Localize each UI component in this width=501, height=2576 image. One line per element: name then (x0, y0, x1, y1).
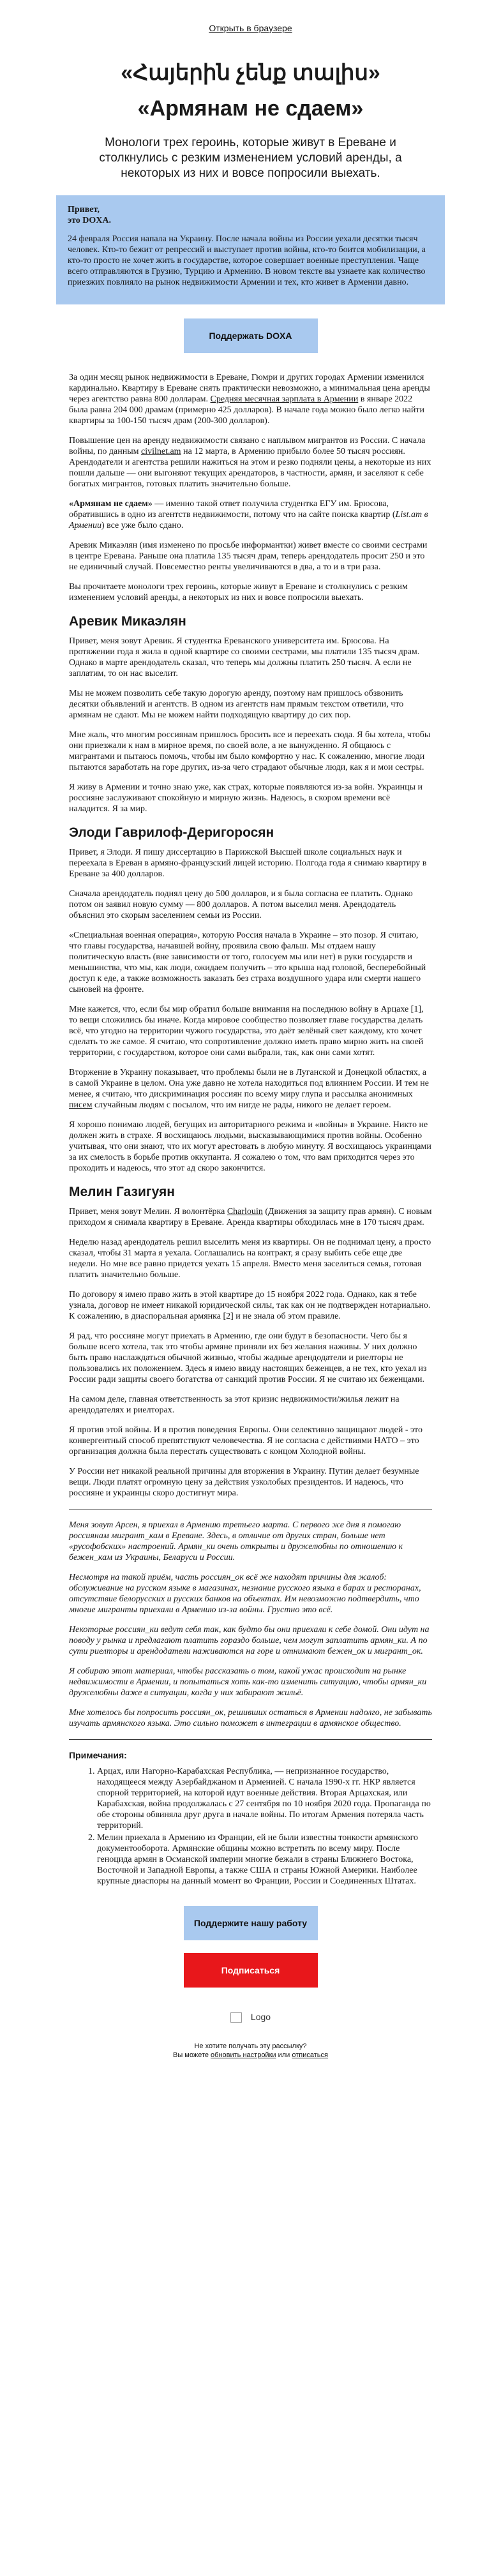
paragraph: Привет, меня зовут Мелин. Я волонтёрка Charlouin (Движения за защиту прав армян). С новым приходом я снимала квартиру в Ереване. Аренда квартиры обходилась мне в 170 тысяч драм. (69, 1207, 432, 1227)
paragraph: Мне жаль, что многим россиянам пришлось бросить все и переехать сюда. Я бы хотела, чтобы они приезжали к нам в мирное время, по своей воле, а не вынужденно. Я общаюсь с мигрантами и пытаюсь помочь, чтобы им было комфортно у нас. К сожалению, многие люди пытаются заработать на горе других, из-за чего страдают обычные люди, как я и мои сестры. (69, 730, 431, 772)
paragraph: Повышение цен на аренду недвижимости связано с наплывом мигрантов из России. С начала войны, по данным civilnet.am на 12 марта, в Армению прибыло более 50 тысяч россиян. Арендодатели и агентства решили нажиться на этом и резко подняли цены, а некоторые из них пошли дальше — они выгоняют текущих арендаторов, в частности, армян, и заселяют к себе богатых мигрантов, готовых платить значительно больше. (69, 436, 431, 489)
paragraph: По договору я имею право жить в этой квартире до 15 ноября 2022 года. Однако, как я тебе узнала, договор не имеет никакой юридической силы, так как он не подтвержден нотариально. К сожалению, в диаспоральная армянка [2] и не знала об этом правиле. (69, 1290, 431, 1321)
paragraph: Я против этой войны. И я против поведения Европы. Они селективно защищают людей - это конвергентный способ препятствуют человечества. Я не согласна с действиями НАТО – это организация должна была перестать существовать с концом Холодной войны. (69, 1425, 422, 1456)
paragraph: Я рад, что россияне могут приехать в Армению, где они будут в безопасности. Чего бы я больше всего хотела, так это чтобы армяне приняли их без желания наживы. У них должно быть право наслаждаться обычной жизнью, чтобы жадные арендодатели и риелторы не пользовались их положением. Здесь я имею ввиду настоящих беженцев, а не тех, кто уехал из России ради защиты своего богатства от санкций против России. Я не считаю их беженцами. (69, 1331, 427, 1384)
footer (0, 2042, 501, 2060)
italic-paragraph: Несмотря на такой приём, часть россиян_ок всё же находят причины для жалоб: обслуживание на русском языке в магазинах, незнание русского языка в барах и ресторанах, отсутствие белорусских и русских банков на объектах. Им невозможно подтвердить, что многие мигранты приехали в Армению из-за войны. Грустно это всё. (69, 1573, 421, 1615)
paragraph: «Специальная военная операция», которую Россия начала в Украине – это позор. Я считаю, что главы государства, начавшей войну, проявила свою фальш. Мы отдаем нашу политическую власть (вне зависимости от того, голосуем мы или нет) в руки государств и меньшинства, что мы, как люди, ожидаем получить – это крыша над головой, бесперебойный доступ к еде, а также возможность заказать без страха воздушного удара или смерти нашего сыновей на фронте. (69, 931, 426, 994)
footer-line-1: Не хотите получать эту рассылку? (194, 2042, 307, 2051)
editor-note (69, 1520, 432, 1729)
logo (0, 2012, 501, 2023)
divider (69, 1739, 432, 1740)
section-heading: Мелин Газигуян (69, 1185, 175, 1199)
paragraph: Вы прочитаете монологи трех героинь, которые живут в Ереване и столкнулись с резким изменением условий аренды, а некоторых из них и вовсе попросили выехать. (69, 582, 408, 603)
update-settings-link[interactable]: обновить настройки (211, 2051, 276, 2060)
intro-greeting: Привет, это DOXA. (68, 205, 111, 225)
paragraph: Я хорошо понимаю людей, бегущих из авторитарного режима и «войны» в Украине. Никто не должен жить в страхе. Я восхищаюсь людьми, высказывающимися против войны. Особенно учитывая, что они знают, что их могут арестовать в любую минуту. Я восхищаюсь украинцами за их смелость в борьбе против оккупанта. Я сожалею о том, что вам приходится через это проходить и надеюсь, что этот ад скоро закончится. (69, 1120, 431, 1173)
title-armenian: «Հայերին չենք տալիս» (121, 61, 380, 85)
note-item: 1. Арцах, или Нагорно-Карабахская Республика, — непризнанное государство, находящееся между Азербайджаном и Арменией. С начала 1990-х гг. НКР является спорной территорией, на которой идут военные действия. Вторая Арцахская, или Карабахская, война продолжалась с 27 сентября по 10 ноября 2020 года. Пропаганда по обе стороны обвиняла друг друга в начале войны. По итогам Армения потеряла часть территорий. (97, 1766, 432, 1831)
intro-body: 24 февраля Россия напала на Украину. После начала войны из России уехали десятки тысяч человек. Кто-то бежит от репрессий и выступает против войны, кто-то боится мобилизации, а кто-то просто не хочет жить в государстве, которое совершает военные преступления. Чаще всего отправляются в Грузию, Турцию и Армению. В новом тексте вы узнаете как количество приезжих повлияло на рынок недвижимости Армении и тех, кто живет в Армении давно. (68, 234, 426, 287)
italic-paragraph: Меня зовут Арсен, я приехал в Армению третьего марта. С первого же дня я помогаю россиянам мигрант_кам в Ереване. Здесь, в отличие от других стран, больше нет «русофобских» настроений. Армян_ки очень открыты и дружелюбны по отношению к бежен_кам из Украины, Беларуси и России. (69, 1520, 403, 1562)
paragraph: На самом деле, главная ответственность за этот кризис недвижимости/жилья лежит на арендодателях и риелторах. (69, 1395, 400, 1415)
paragraph: Привет, меня зовут Аревик. Я студентка Ереванского университета им. Брюсова. На протяжении года я жила в одной квартире со своими сестрами, мы платили 135 тысяч драм. Однако в марте арендодатель сказал, что теперь мы должны платить 250 тысяч. А если не заплатим, то он нас выселит. (69, 636, 420, 678)
section-heading: Аревик Микаэлян (69, 614, 186, 629)
title-russian: «Армянам не сдаем» (137, 96, 364, 121)
section-heading: Элоди Гаврилоф-Деригоросян (69, 825, 274, 840)
footer-line-2: Вы можете обновить настройки или отписаться (172, 2051, 328, 2060)
logo-alt-text: Logo (250, 2012, 271, 2022)
paragraph: Мы не можем позволить себе такую дорогую аренду, поэтому нам пришлось обзвонить десятки объявлений и агентств. В одном из агентств нам прямым текстом ответили, что армянам не сдают. Мы не можем найти подходящую квартиру до сих пор. (69, 689, 404, 720)
letters-link[interactable]: писем (69, 1100, 93, 1110)
italic-paragraph: Мне хотелось бы попросить россиян_ок, решивших остаться в Армении надолго, не забывать изучать армянского языка. Это сильно поможет в интеграции в армянское общество. (69, 1708, 432, 1728)
civilnet-link[interactable]: civilnet.am (140, 447, 181, 456)
subscribe-button[interactable]: Подписаться (184, 1953, 318, 1988)
support-work-button[interactable]: Поддержите нашу работу (184, 1906, 318, 1940)
paragraph: Привет, я Элоди. Я пишу диссертацию в Парижской Высшей школе социальных наук и переехала в Ереван в армяно-французский лицей историю. Полгода года я снимаю квартиру в Ереване за 400 долларов. (69, 848, 427, 879)
open-in-browser-link[interactable]: Открыть в браузере (209, 23, 292, 33)
paragraph: За один месяц рынок недвижимости в Ереване, Гюмри и других городах Армении изменился кардинально. Квартиру в Ереване снять практически невозможно, а минимальная цена аренды через агентство равна 800 долларам. Средняя месячная зарплата в Армении в январе 2022 была равна 204 000 драмам (примерно 425 долларов). В начале года можно было легко найти квартиры за 100-150 тысяч драм (200-300 долларов). (69, 373, 430, 426)
unsubscribe-link[interactable]: отписаться (292, 2051, 328, 2060)
paragraph: Я живу в Армении и точно знаю уже, как страх, которые появляются из-за войн. Украинцы и россияне заслуживают спокойную и мирную жизнь. Надеюсь, в скором времени всё наладится. Я за мир. (69, 783, 423, 814)
support-doxa-button[interactable]: Поддержать DOXA (184, 318, 318, 353)
italic-paragraph: Некоторые россиян_ки ведут себя так, как будто бы они приехали к себе домой. Они идут на поводу у рынка и предлагают платить гораздо больше, чем могут заплатить армян_ки. А по сути риелторы и арендодатели наживаются на горе и отнимают бежен_ок и мигрант_ок. (69, 1625, 430, 1656)
charlouin-link[interactable]: Charlouin (227, 1207, 263, 1217)
paragraph: Неделю назад арендодатель решил выселить меня из квартиры. Он не поднимал цену, а просто сказал, чтобы 31 марта я уехала. Соглашались на контракт, я сразу выбить себе еще две недели. Но мне все равно придется уехать 15 апреля. Вместо меня заселиться семья, готовая платить значительно больше. (69, 1238, 431, 1280)
paragraph: Вторжение в Украину показывает, что проблемы были не в Луганской и Донецкой областях, а в самой Украине в целом. Она уже давно не хотела находиться под влиянием России. И тем не менее, я считаю, что дискриминация россиян по всему миру глупа и рассылка анонимных писем случайным людям с посылом, что им нигде не рады, никого не делает героем. (69, 1068, 430, 1110)
paragraph: Мне кажется, что, если бы мир обратил больше внимания на последнюю войну в Арцахе [1], то вещи сложились бы иначе. Когда мировое сообщество позволяет главе государства делать всё, что угодно на территории чужого государства, это даёт зелёный свет каждому, кто хочет сделать то же самое. Я считаю, что сопротивление должно иметь право мирно жить на своей территории, с государством, которое они сами выбрали, так, как они сами хотят. (69, 1005, 424, 1058)
lead-text: Монологи трех героинь, которые живут в Ереване и столкнулись с резким изменением условий аренды, а некоторых из них и вовсе попросили выехать. (99, 136, 402, 180)
intro-box (56, 195, 445, 304)
salary-link[interactable]: Средняя месячная зарплата в Армении (210, 394, 359, 404)
italic-paragraph: Я собираю этот материал, чтобы рассказать о том, какой ужас происходит на рынке недвижимости в Армении, и попытаться хоть как-то изменить ситуацию, чтобы армян_ки дружелюбны даже в ситуации, когда у них забирают жильё. (69, 1666, 427, 1698)
paragraph: У России нет никакой реальной причины для вторжения в Украину. Путин делает безумные вещи. Люди платят огромную цену за действия узколобых президентов. И надеюсь, что россияне и украинцы скоро достигнут мира. (69, 1467, 419, 1498)
paragraph: Аревик Микаэлян (имя изменено по просьбе информантки) живет вместе со своими сестрами в центре Еревана. Раньше она платила 135 тысяч драм, теперь арендодатель просит 250 и это не единичный случай. Повсеместно ренты увеличиваются в два, а то и в три раза. (69, 541, 428, 572)
note-item: 2. Мелин приехала в Армению из Франции, ей не были известны тонкости армянского документооборота. Армянские общины можно встретить по всему миру. После геноцида армян в Османской империи многие бежали в страны Ближнего Востока, Восточной и Западной Европы, а также США и страны Южной Америки. Наиболее крупные диаспоры на данный момент во Франции, России и Соединенных Штатах. (97, 1832, 432, 1887)
broken-image-icon (230, 2012, 242, 2023)
notes-list (69, 1766, 432, 1887)
notes-section (69, 1750, 432, 1887)
notes-title: Примечания: (69, 1750, 127, 1760)
article-body (69, 372, 432, 1887)
paragraph: Сначала арендодатель поднял цену до 500 долларов, и я была согласна ее платить. Однако потом он заявил новую сумму — 800 долларов. А потом выселил меня. Арендодатель объяснил это скорым заселением семьи из России. (69, 889, 413, 920)
paragraph: «Армянам не сдаем» — именно такой ответ получила студентка ЕГУ им. Брюсова, обратившись в одно из агентств недвижимости, потому что на сайте поиска квартир (List.am в Армении) все уже было сдано. (69, 499, 428, 530)
